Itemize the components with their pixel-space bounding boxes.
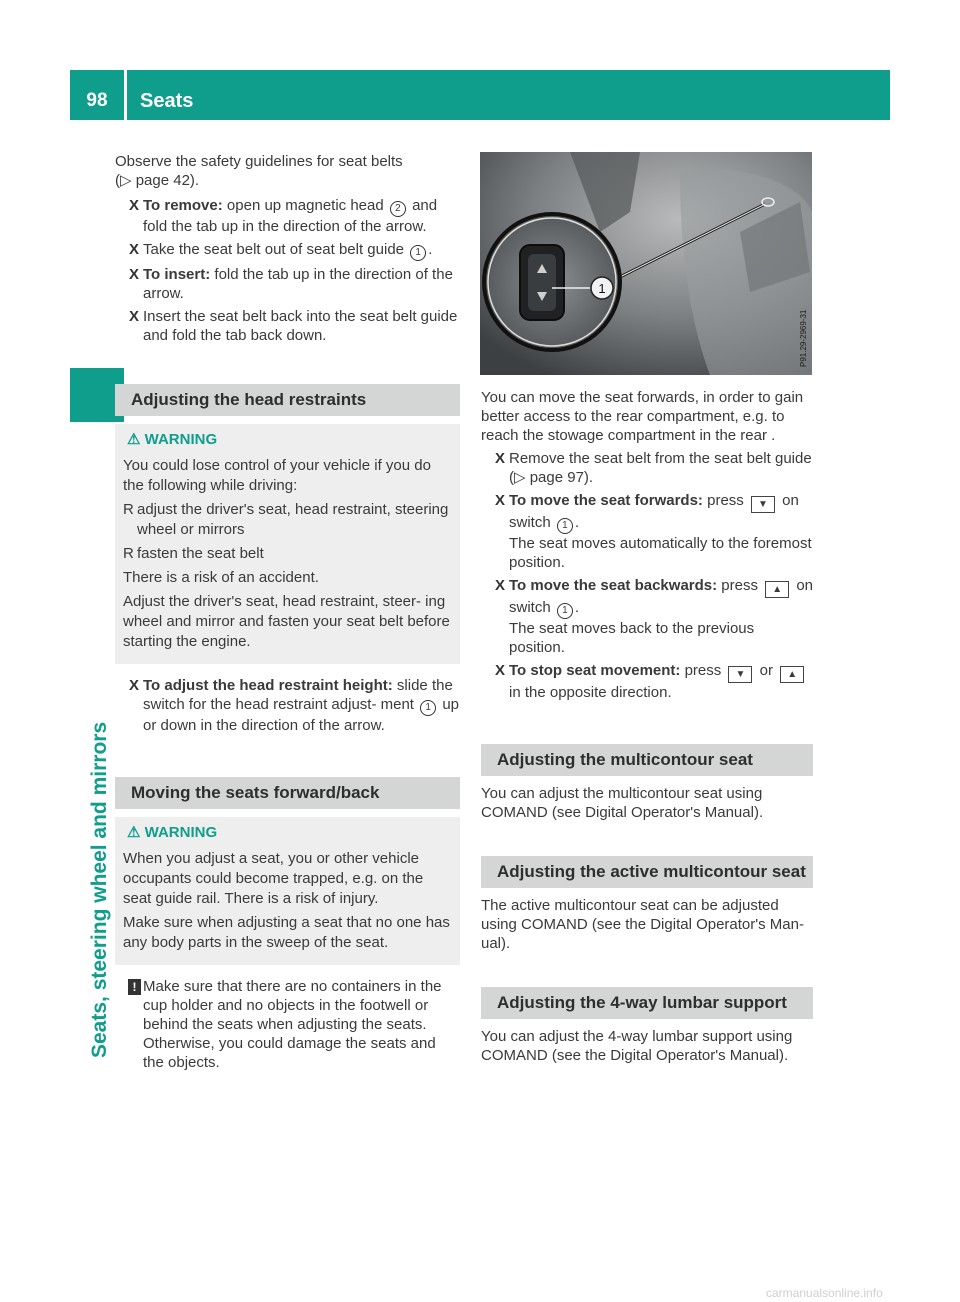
callout-2-icon: 2	[390, 201, 406, 217]
multicontour-text: You can adjust the multicontour seat using COMAND (see Digital Operator's Manual).	[481, 785, 764, 821]
step-arrow-icon: X	[129, 308, 140, 325]
step-head-restraint-height: X To adjust the head restraint height: slide the switch for the head restraint adjust- ment 1 up or down in the direction of the arrow.	[129, 677, 459, 734]
lumbar-support-text: You can adjust the 4-way lumbar support using COMAND (see the Digital Operator's Manual).	[481, 1028, 793, 1064]
seat-photo-illustration	[480, 152, 812, 375]
warning-box-2	[115, 817, 460, 965]
watermark: carmanualsonline.info	[766, 1286, 883, 1300]
section-active-multicontour: Adjusting the active multicontour seat	[481, 856, 813, 888]
warning-text: You could lose control of your vehicle if you do the following while driving:	[123, 457, 431, 494]
side-tab-label: Seats, steering wheel and mirrors	[88, 721, 111, 1058]
step-move-forwards: X To move the seat forwards: press ▼ on switch 1 . The seat moves automatically to the foremost position.	[495, 492, 812, 571]
step-arrow-icon: X	[129, 197, 140, 214]
photo-code: P91.29-2969-31	[799, 309, 808, 367]
step-arrow-icon: X	[495, 492, 506, 509]
photo-callout-1: 1	[598, 281, 606, 296]
step-remove: X To remove: open up magnetic head 2 and fold the tab up in the direction of the arrow.	[129, 197, 438, 235]
step-move-backwards: X To move the seat backwards: press ▲ on switch 1 . The seat moves back to the previous position.	[495, 577, 814, 656]
step-insert-back: X Insert the seat belt back into the seat belt guide and fold the tab back down.	[129, 308, 458, 344]
warning-triangle-icon: ⚠	[127, 431, 141, 448]
page-title: Seats	[140, 90, 194, 112]
note-block: ! Make sure that there are no containers in the cup holder and no objects in the footwell or behind the seats when adjusting the seats. Otherwise, you could damage the seats and the objects.	[115, 977, 460, 1072]
left-column	[115, 152, 460, 1072]
warning-risk: There is a risk of an accident.	[123, 569, 319, 586]
step-arrow-icon: X	[129, 677, 140, 694]
callout-1-icon: 1	[557, 603, 573, 619]
seat-move-intro: You can move the seat forwards, in order to gain better access to the rear compartment, e.g. to reach the stowage compartment in the rear .	[481, 389, 804, 444]
warning-triangle-icon: ⚠	[127, 824, 141, 841]
step-stop-movement: X To stop seat movement: press ▼ or ▲ in the opposite direction.	[481, 661, 813, 702]
step-insert: X To insert: fold the tab up in the direction of the arrow.	[129, 266, 453, 302]
warning-action: Adjust the driver's seat, head restraint, steer- ing wheel and mirror and fasten your seat belt before starting the engine.	[123, 593, 450, 650]
step-arrow-icon: X	[129, 266, 140, 283]
step-arrow-icon: X	[495, 662, 506, 679]
right-column	[481, 388, 813, 1065]
callout-1-icon: 1	[410, 245, 426, 261]
warning-box-1	[115, 424, 460, 664]
section-seats-forward-back: Moving the seats forward/back	[115, 777, 460, 809]
warning-title: ⚠ WARNING	[127, 824, 218, 841]
active-multicontour-text: The active multicontour seat can be adjusted using COMAND (see the Digital Operator's Man- ual).	[481, 897, 804, 952]
page-ref-link[interactable]: (▷ page 97).	[509, 469, 594, 486]
intro-text: Observe the safety guidelines for seat belts (▷ page 42).	[115, 153, 403, 189]
warning-bullet: R fasten the seat belt	[123, 545, 264, 562]
page-number: 98	[86, 90, 108, 111]
callout-1-icon: 1	[557, 518, 573, 534]
header-divider	[124, 70, 127, 120]
section-multicontour: Adjusting the multicontour seat	[481, 744, 813, 776]
up-arrow-key-icon: ▲	[765, 581, 789, 598]
step-take-out: X Take the seat belt out of seat belt guide 1 .	[115, 240, 460, 261]
exclamation-icon: !	[128, 979, 141, 995]
seat-switch-photo	[480, 152, 812, 375]
step-arrow-icon: X	[495, 577, 506, 594]
up-arrow-key-icon: ▲	[780, 666, 804, 683]
down-arrow-key-icon: ▼	[728, 666, 752, 683]
warning-text: Make sure when adjusting a seat that no one has any body parts in the sweep of the seat.	[123, 914, 450, 951]
warning-title: ⚠ WARNING	[127, 431, 218, 448]
down-arrow-key-icon: ▼	[751, 496, 775, 513]
step-arrow-icon: X	[129, 241, 140, 258]
section-head-restraints: Adjusting the head restraints	[115, 384, 460, 416]
warning-bullet: R adjust the driver's seat, head restraint, steering wheel or mirrors	[123, 501, 449, 538]
page-ref-link[interactable]: (▷ page 42).	[115, 172, 200, 189]
step-remove-belt: X Remove the seat belt from the seat belt guide (▷ page 97).	[495, 450, 812, 486]
callout-1-icon: 1	[420, 700, 436, 716]
warning-text: When you adjust a seat, you or other vehicle occupants could become trapped, e.g. on the seat guide rail. There is a risk of injury.	[123, 850, 424, 907]
section-lumbar-support: Adjusting the 4-way lumbar support	[481, 987, 813, 1019]
step-arrow-icon: X	[495, 450, 506, 467]
